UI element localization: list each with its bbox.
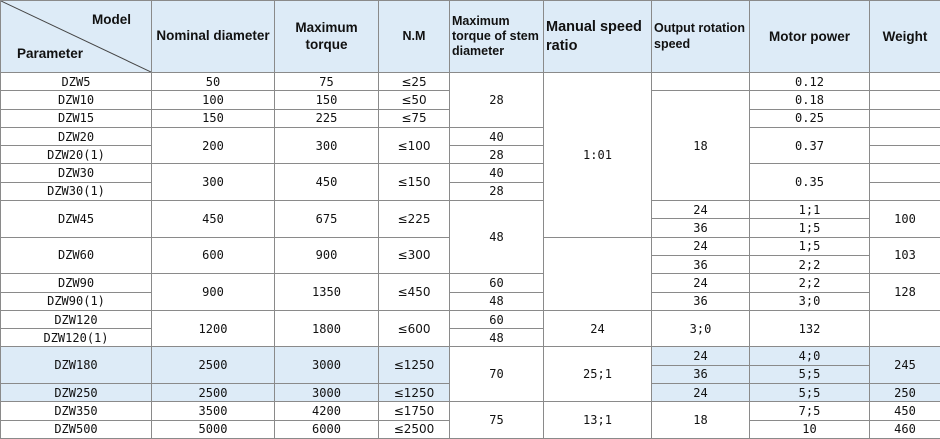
- nm-cell: ≤100: [379, 127, 450, 164]
- nm-cell: ≤225: [379, 201, 450, 238]
- nm-cell: ≤600: [379, 310, 450, 347]
- nm-cell: ≤75: [379, 109, 450, 127]
- stem-cell: 40: [450, 164, 544, 182]
- motor-power-cell: 2;2: [750, 255, 870, 273]
- motor-power-cell: 1;5: [750, 237, 870, 255]
- model-parameter-header: [1, 1, 152, 73]
- model-cell: DZW30: [1, 164, 152, 182]
- nominal-diameter-cell: 450: [152, 201, 275, 238]
- motor-power-cell: 4;0: [750, 347, 870, 365]
- table-row: [1, 310, 940, 328]
- manual-ratio-cell: 13;1: [544, 402, 652, 439]
- max-torque-cell: 1800: [275, 310, 379, 347]
- nominal-diameter-cell: 2500: [152, 384, 275, 402]
- max-torque-cell: 900: [275, 237, 379, 274]
- output-speed-cell: 18: [652, 91, 750, 201]
- header-row: [1, 1, 940, 73]
- nm-cell: ≤150: [379, 164, 450, 201]
- stem-cell: 48: [450, 201, 544, 274]
- weight-blank-cell: [870, 182, 940, 200]
- weight-blank-cell: [870, 91, 940, 109]
- max-torque-cell: 150: [275, 91, 379, 109]
- model-cell: DZW500: [1, 420, 152, 438]
- nm-cell: ≤2500: [379, 420, 450, 438]
- motor-power-cell: 1;5: [750, 219, 870, 237]
- model-cell: DZW90: [1, 274, 152, 292]
- output-speed-cell: 24: [652, 347, 750, 365]
- stem-cell: 60: [450, 310, 544, 328]
- nm-cell: ≤1250: [379, 384, 450, 402]
- manual-ratio-cell: 25;1: [544, 347, 652, 402]
- output-speed-cell: 24: [652, 201, 750, 219]
- table-row-highlighted: [1, 347, 940, 365]
- max-torque-cell: 225: [275, 109, 379, 127]
- motor-power-cell: 10: [750, 420, 870, 438]
- max-torque-cell: 300: [275, 127, 379, 164]
- motor-power-cell: 5;5: [750, 384, 870, 402]
- weight-cell: 132: [750, 310, 870, 347]
- nominal-diameter-cell: 200: [152, 127, 275, 164]
- weight-blank-cell: [870, 109, 940, 127]
- stem-cell: 48: [450, 329, 544, 347]
- motor-power-cell: 0.25: [750, 109, 870, 127]
- weight-blank-cell: [870, 127, 940, 145]
- manual-speed-ratio-header: Manual speed ratio: [544, 1, 652, 73]
- table-row: [1, 402, 940, 420]
- weight-header: Weight: [870, 1, 940, 73]
- nominal-diameter-cell: 5000: [152, 420, 275, 438]
- output-speed-blank-cell: [652, 73, 750, 91]
- nominal-diameter-header: Nominal diameter: [152, 1, 275, 73]
- model-cell: DZW20: [1, 127, 152, 145]
- stem-cell: 28: [450, 146, 544, 164]
- stem-cell: 28: [450, 182, 544, 200]
- output-speed-cell: 24: [652, 384, 750, 402]
- nm-cell: ≤25: [379, 73, 450, 91]
- stem-cell: 40: [450, 127, 544, 145]
- weight-cell: 245: [870, 347, 940, 384]
- table-row: [1, 127, 940, 145]
- nominal-diameter-cell: 600: [152, 237, 275, 274]
- weight-blank-cell: [870, 73, 940, 91]
- max-torque-cell: 3000: [275, 384, 379, 402]
- motor-power-cell: 3;0: [750, 292, 870, 310]
- nm-cell: ≤300: [379, 237, 450, 274]
- model-cell: DZW350: [1, 402, 152, 420]
- model-cell: DZW120: [1, 310, 152, 328]
- table-row: [1, 292, 940, 310]
- weight-blank-cell: [870, 146, 940, 164]
- weight-cell: 103: [870, 237, 940, 274]
- table-row: [1, 73, 940, 91]
- table-row: [1, 164, 940, 182]
- weight-cell: 100: [870, 201, 940, 238]
- nominal-diameter-cell: 50: [152, 73, 275, 91]
- nm-cell: ≤450: [379, 274, 450, 311]
- nominal-diameter-cell: 900: [152, 274, 275, 311]
- manual-ratio-cell: 1:01: [544, 73, 652, 238]
- stem-cell: 48: [450, 292, 544, 310]
- nm-header: N.M: [379, 1, 450, 73]
- max-torque-cell: 3000: [275, 347, 379, 384]
- weight-cell: 450: [870, 402, 940, 420]
- motor-power-cell: 2;2: [750, 274, 870, 292]
- weight-cell: 128: [870, 274, 940, 311]
- model-header-label: Model: [92, 12, 131, 27]
- stem-cell: 28: [450, 73, 544, 128]
- model-cell: DZW120(1): [1, 329, 152, 347]
- stem-cell: 70: [450, 347, 544, 402]
- motor-power-cell: 0.12: [750, 73, 870, 91]
- nominal-diameter-cell: 3500: [152, 402, 275, 420]
- model-cell: DZW20(1): [1, 146, 152, 164]
- max-torque-cell: 4200: [275, 402, 379, 420]
- manual-ratio-filler-cell: [544, 237, 652, 310]
- weight-blank-cell: [870, 164, 940, 182]
- motor-power-cell: 3;0: [652, 310, 750, 347]
- parameter-header-label: Parameter: [17, 45, 84, 61]
- model-cell: DZW30(1): [1, 182, 152, 200]
- model-cell: DZW250: [1, 384, 152, 402]
- output-speed-cell: 18: [652, 402, 750, 439]
- output-speed-cell: 24: [544, 310, 652, 347]
- motor-power-cell: 7;5: [750, 402, 870, 420]
- nominal-diameter-cell: 300: [152, 164, 275, 201]
- max-torque-cell: 675: [275, 201, 379, 238]
- maximum-torque-header: Maximum torque: [275, 1, 379, 73]
- nominal-diameter-cell: 100: [152, 91, 275, 109]
- weight-cell: 460: [870, 420, 940, 438]
- output-speed-cell: 36: [652, 292, 750, 310]
- stem-cell: 60: [450, 274, 544, 292]
- max-torque-cell: 1350: [275, 274, 379, 311]
- output-speed-cell: 24: [652, 237, 750, 255]
- model-cell: DZW45: [1, 201, 152, 238]
- motor-power-cell: 0.35: [750, 164, 870, 201]
- nominal-diameter-cell: 1200: [152, 310, 275, 347]
- model-cell: DZW60: [1, 237, 152, 274]
- nm-cell: ≤1750: [379, 402, 450, 420]
- stem-torque-header: Maximum torque of stem diameter: [450, 1, 544, 73]
- model-cell: DZW5: [1, 73, 152, 91]
- motor-power-cell: 0.18: [750, 91, 870, 109]
- motor-power-cell: 5;5: [750, 365, 870, 383]
- nominal-diameter-cell: 2500: [152, 347, 275, 384]
- motor-power-cell: 1;1: [750, 201, 870, 219]
- output-speed-cell: 24: [652, 274, 750, 292]
- max-torque-cell: 450: [275, 164, 379, 201]
- model-cell: DZW180: [1, 347, 152, 384]
- model-cell: DZW10: [1, 91, 152, 109]
- motor-power-cell: 0.37: [750, 127, 870, 164]
- max-torque-cell: 75: [275, 73, 379, 91]
- nm-cell: ≤1250: [379, 347, 450, 384]
- output-rotation-speed-header: Output rotation speed: [652, 1, 750, 73]
- nominal-diameter-cell: 150: [152, 109, 275, 127]
- table-row: [1, 274, 940, 292]
- table-row: [1, 201, 940, 219]
- motor-power-header: Motor power: [750, 1, 870, 73]
- model-cell: DZW90(1): [1, 292, 152, 310]
- output-speed-cell: 36: [652, 219, 750, 237]
- output-speed-cell: 36: [652, 255, 750, 273]
- nm-cell: ≤50: [379, 91, 450, 109]
- output-speed-cell: 36: [652, 365, 750, 383]
- weight-cell: 250: [870, 384, 940, 402]
- model-cell: DZW15: [1, 109, 152, 127]
- max-torque-cell: 6000: [275, 420, 379, 438]
- stem-cell: 75: [450, 402, 544, 439]
